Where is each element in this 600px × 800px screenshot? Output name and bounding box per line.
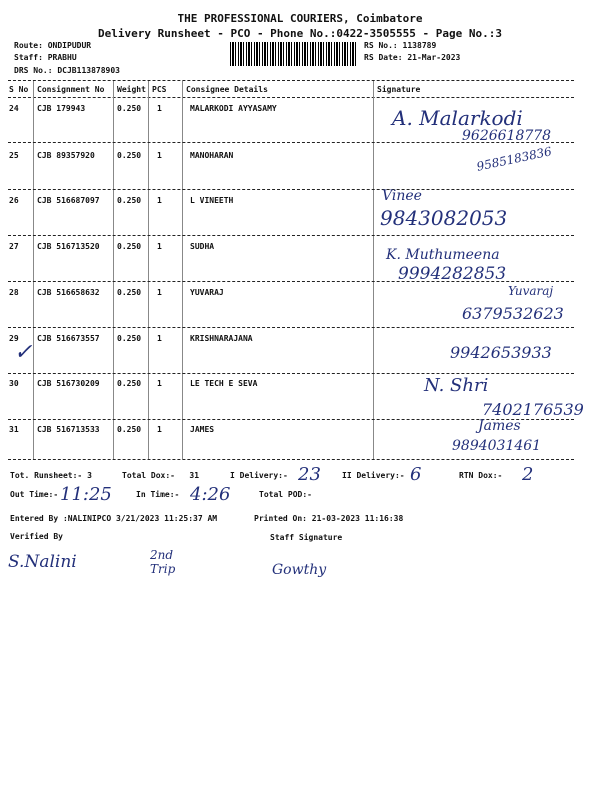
row-sno: 27 — [9, 242, 19, 251]
rs-no-value: 1138789 — [402, 41, 437, 50]
row-pcs: 1 — [157, 104, 162, 113]
column-rule — [113, 81, 114, 459]
row-weight: 0.250 — [117, 242, 142, 251]
row-signature: Yuvaraj — [508, 284, 554, 298]
row-consignee: L VINEETH — [190, 196, 234, 205]
staff-signature: Gowthy — [272, 562, 327, 578]
row-phone: 9843082053 — [380, 206, 508, 230]
out-time-value: 11:25 — [60, 484, 112, 505]
row-consignment: CJB 516713533 — [37, 425, 100, 434]
row-weight: 0.250 — [117, 425, 142, 434]
rs-date-field — [364, 53, 460, 62]
row-sno: 24 — [9, 104, 19, 113]
staff-signature-label: Staff Signature — [270, 533, 343, 542]
row-weight: 0.250 — [117, 288, 142, 297]
row-pcs: 1 — [157, 379, 162, 388]
row-phone: 9942653933 — [450, 343, 552, 362]
column-rule — [373, 81, 374, 459]
row-consignee: MANOHARAN — [190, 151, 234, 160]
tot-runsheet: Tot. Runsheet:- 3 — [10, 471, 92, 480]
printed-on: Printed On: 21-03-2023 11:16:38 — [254, 514, 404, 523]
row-pcs: 1 — [157, 288, 162, 297]
row-rule — [8, 327, 574, 328]
row-consignment: CJB 516658632 — [37, 288, 100, 297]
in-time-label: In Time:- — [136, 490, 180, 499]
row-signature: K. Muthumeena — [386, 247, 500, 263]
rtn-dox-value: 2 — [522, 464, 534, 485]
row-signature: A. Malarkodi — [392, 106, 523, 130]
row-signature: James — [478, 418, 521, 434]
rs-no-label: RS No.: — [364, 41, 398, 50]
col-header-weight: Weight — [117, 85, 146, 94]
barcode — [230, 42, 356, 66]
row-consignee: MALARKODI AYYASAMY — [190, 104, 277, 113]
row-rule — [8, 281, 574, 282]
table-top-rule — [8, 80, 574, 81]
rs-date-value: 21-Mar-2023 — [407, 53, 461, 62]
row-weight: 0.250 — [117, 151, 142, 160]
staff-label: Staff: — [14, 53, 43, 62]
row-phone: 9894031461 — [452, 438, 542, 454]
row-consignment: CJB 516713520 — [37, 242, 100, 251]
column-rule — [182, 81, 183, 459]
col-header-consignee: Consignee Details — [186, 85, 268, 94]
row-rule — [8, 235, 574, 236]
document-subtitle: Delivery Runsheet - PCO - Phone No.:0422-3505555 - Page No.:3 — [98, 27, 502, 40]
ii-delivery-label: II Delivery:- — [342, 471, 405, 480]
row-rule — [8, 373, 574, 374]
out-time-label: Out Time:- — [10, 490, 59, 499]
checkmark-icon: ✓ — [14, 340, 33, 365]
row-consignment: CJB 516673557 — [37, 334, 100, 343]
verified-signature: S.Nalini — [8, 552, 77, 572]
row-pcs: 1 — [157, 334, 162, 343]
staff-field — [14, 53, 77, 62]
row-consignment: CJB 179943 — [37, 104, 86, 113]
in-time-value: 4:26 — [190, 484, 231, 505]
route-label: Route: — [14, 41, 43, 50]
route-field — [14, 41, 91, 50]
route-value: ONDIPUDUR — [47, 41, 92, 50]
row-phone: 9585183836 — [475, 144, 553, 174]
table-header-rule — [8, 97, 574, 98]
row-sno: 28 — [9, 288, 19, 297]
drs-label: DRS No.: — [14, 66, 53, 75]
i-delivery-value: 23 — [298, 464, 321, 485]
drs-value: DCJB113878903 — [57, 66, 120, 75]
rs-no-field — [364, 41, 436, 50]
row-weight: 0.250 — [117, 104, 142, 113]
row-consignment: CJB 89357920 — [37, 151, 95, 160]
row-phone: 9994282853 — [398, 264, 507, 284]
row-phone: 9626618778 — [462, 128, 552, 144]
column-rule — [33, 81, 34, 459]
verified-by-label: Verified By — [10, 532, 63, 541]
row-consignee: JAMES — [190, 425, 215, 434]
row-consignee: KRISHNARAJANA — [190, 334, 253, 343]
row-phone: 6379532623 — [462, 304, 564, 323]
table-bottom-rule — [8, 459, 574, 460]
row-sno: 30 — [9, 379, 19, 388]
row-weight: 0.250 — [117, 334, 142, 343]
entered-by: Entered By :NALINIPCO 3/21/2023 11:25:37 AM — [10, 514, 218, 523]
staff-value: PRABHU — [47, 53, 77, 62]
row-pcs: 1 — [157, 242, 162, 251]
rs-date-label: RS Date: — [364, 53, 403, 62]
row-consignment: CJB 516687097 — [37, 196, 100, 205]
row-pcs: 1 — [157, 151, 162, 160]
row-rule — [8, 142, 574, 143]
row-phone: 7402176539 — [482, 400, 584, 419]
row-sno: 26 — [9, 196, 19, 205]
stamp-note: 2nd Trip — [150, 548, 176, 576]
i-delivery-label: I Delivery:- — [230, 471, 288, 480]
row-consignment: CJB 516730209 — [37, 379, 100, 388]
row-sno: 29 — [9, 334, 19, 343]
row-sno: 25 — [9, 151, 19, 160]
drs-field — [14, 66, 120, 75]
row-pcs: 1 — [157, 425, 162, 434]
row-rule — [8, 189, 574, 190]
row-sno: 31 — [9, 425, 19, 434]
column-rule — [148, 81, 149, 459]
row-weight: 0.250 — [117, 379, 142, 388]
col-header-consignment: Consignment No — [37, 85, 105, 94]
row-pcs: 1 — [157, 196, 162, 205]
rtn-dox-label: RTN Dox:- — [459, 471, 503, 480]
row-signature: Vinee — [382, 188, 422, 204]
ii-delivery-value: 6 — [410, 464, 422, 485]
document-title: THE PROFESSIONAL COURIERS, Coimbatore — [177, 12, 423, 25]
row-weight: 0.250 — [117, 196, 142, 205]
col-header-sno: S No — [9, 85, 29, 94]
col-header-signature: Signature — [377, 85, 421, 94]
col-header-pcs: PCS — [152, 85, 167, 94]
row-consignee: SUDHA — [190, 242, 215, 251]
row-signature: N. Shri — [424, 375, 489, 396]
row-consignee: LE TECH E SEVA — [190, 379, 258, 388]
total-pod: Total POD:- — [259, 490, 312, 499]
total-dox: Total Dox:- 31 — [122, 471, 200, 480]
row-consignee: YUVARAJ — [190, 288, 224, 297]
